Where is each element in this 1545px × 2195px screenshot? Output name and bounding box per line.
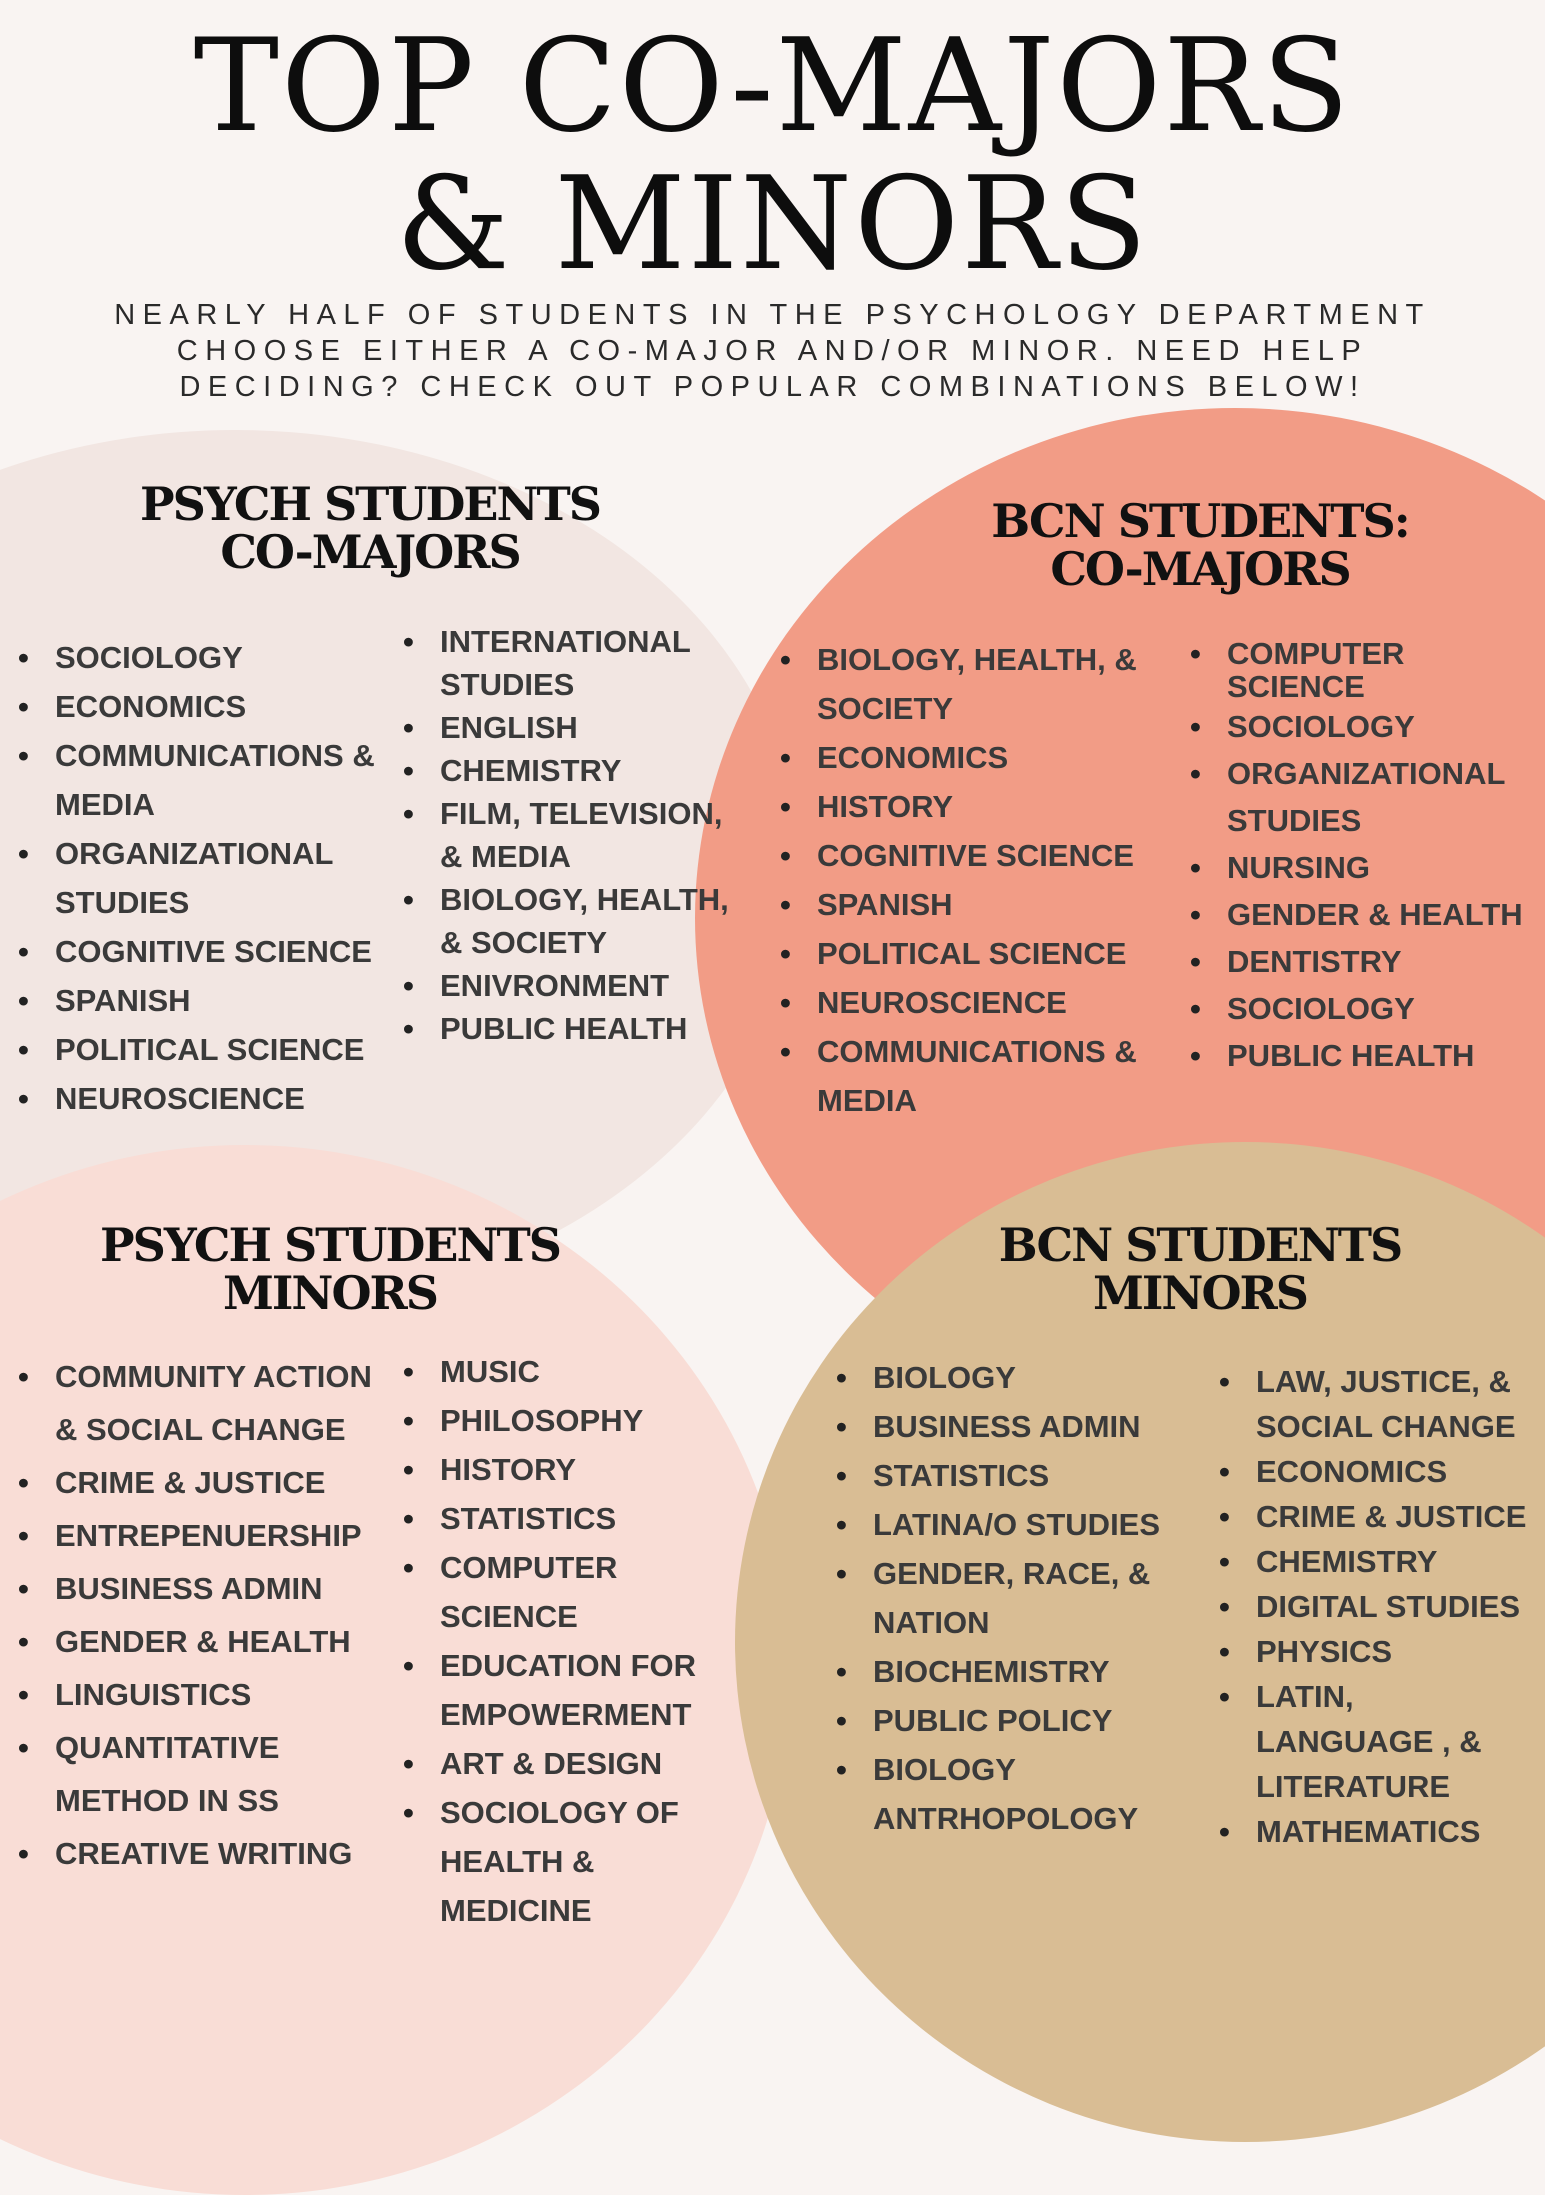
- list-item: • BIOLOGY: [836, 1353, 1176, 1402]
- list-item: • SPANISH: [18, 976, 398, 1025]
- list-item: • COMPUTER SCIENCE: [403, 1543, 733, 1641]
- list-item: • FILM, TELEVISION, & MEDIA: [403, 792, 743, 878]
- list-item: • CRIME & JUSTICE: [18, 1456, 378, 1509]
- list-item: • CHEMISTRY: [1219, 1539, 1539, 1584]
- bcn-comajors-list-1: [780, 635, 1175, 1125]
- list-item: • SOCIOLOGY: [1190, 703, 1530, 750]
- list-item: • BIOLOGY ANTRHOPOLOGY: [836, 1745, 1176, 1843]
- list-item: • HISTORY: [780, 782, 1175, 831]
- list-item: • SOCIOLOGY: [1190, 985, 1530, 1032]
- list-item: • GENDER & HEALTH: [1190, 891, 1530, 938]
- list-item: • NEUROSCIENCE: [780, 978, 1175, 1027]
- list-item: • HISTORY: [403, 1445, 733, 1494]
- list-item: • LATINA/O STUDIES: [836, 1500, 1176, 1549]
- list-item: • DENTISTRY: [1190, 938, 1530, 985]
- list-item: • SOCIOLOGY: [18, 633, 398, 682]
- list-item: • CRIME & JUSTICE: [1219, 1494, 1539, 1539]
- bcn-minors-list-1: [836, 1353, 1176, 1843]
- list-item: • POLITICAL SCIENCE: [780, 929, 1175, 978]
- list-item: • ECONOMICS: [1219, 1449, 1539, 1494]
- list-item: • LINGUISTICS: [18, 1668, 378, 1721]
- list-item: • ENIVRONMENT: [403, 964, 743, 1007]
- list-item: • MUSIC: [403, 1347, 733, 1396]
- list-item: • QUANTITATIVE METHOD IN SS: [18, 1721, 378, 1827]
- psych-minors-list-1: [18, 1350, 378, 1880]
- list-item: • BUSINESS ADMIN: [18, 1562, 378, 1615]
- list-item: • COMMUNITY ACTION & SOCIAL CHANGE: [18, 1350, 378, 1456]
- psych-minors-list-2: [403, 1347, 733, 1935]
- list-item: • GENDER & HEALTH: [18, 1615, 378, 1668]
- subtitle-line1: NEARLY HALF OF STUDENTS IN THE PSYCHOLOGY DEPARTMENT: [114, 299, 1431, 331]
- list-item: • MATHEMATICS: [1219, 1809, 1539, 1854]
- list-item: • COGNITIVE SCIENCE: [18, 927, 398, 976]
- psych-minors-heading: [60, 1218, 600, 1320]
- list-item: • ECONOMICS: [18, 682, 398, 731]
- page-title-line1: TOP CO-MAJORS: [193, 12, 1352, 161]
- heading-line: BCN STUDENTS: [998, 1218, 1402, 1272]
- list-item: • PUBLIC POLICY: [836, 1696, 1176, 1745]
- list-item: • GENDER, RACE, & NATION: [836, 1549, 1176, 1647]
- list-item: • COMPUTER SCIENCE: [1190, 637, 1530, 703]
- list-item: • NEUROSCIENCE: [18, 1074, 398, 1123]
- list-item: • BIOCHEMISTRY: [836, 1647, 1176, 1696]
- bcn-minors-list-2: [1219, 1359, 1539, 1854]
- page-title-line2: & MINORS: [395, 150, 1150, 299]
- psych-comajors-list-2: [403, 620, 743, 1050]
- bcn-comajors-list-2: [1190, 637, 1530, 1079]
- list-item: • BIOLOGY, HEALTH, & SOCIETY: [780, 635, 1175, 733]
- heading-line: CO-MAJORS: [220, 525, 520, 579]
- heading-line: MINORS: [1092, 1266, 1307, 1320]
- heading-line: PSYCH STUDENTS: [100, 1218, 560, 1272]
- bcn-comajors-heading: [930, 494, 1470, 596]
- list-item: • POLITICAL SCIENCE: [18, 1025, 398, 1074]
- psych-comajors-list-1: [18, 633, 398, 1123]
- heading-line: BCN STUDENTS:: [991, 494, 1409, 548]
- list-item: • ORGANIZATIONAL STUDIES: [1190, 750, 1530, 844]
- subtitle-line2: CHOOSE EITHER A CO-MAJOR AND/OR MINOR. NEED HELP: [176, 335, 1369, 367]
- list-item: • CHEMISTRY: [403, 749, 743, 792]
- heading-line: PSYCH STUDENTS: [140, 477, 600, 531]
- bcn-minors-heading: [930, 1218, 1470, 1320]
- list-item: • ART & DESIGN: [403, 1739, 733, 1788]
- list-item: • INTERNATIONAL STUDIES: [403, 620, 743, 706]
- list-item: • COMMUNICATIONS & MEDIA: [18, 731, 398, 829]
- list-item: • NURSING: [1190, 844, 1530, 891]
- list-item: • BIOLOGY, HEALTH, & SOCIETY: [403, 878, 743, 964]
- list-item: • ENGLISH: [403, 706, 743, 749]
- heading-line: MINORS: [222, 1266, 437, 1320]
- list-item: • STATISTICS: [403, 1494, 733, 1543]
- list-item: • COMMUNICATIONS & MEDIA: [780, 1027, 1175, 1125]
- list-item: • BUSINESS ADMIN: [836, 1402, 1176, 1451]
- list-item: • ORGANIZATIONAL STUDIES: [18, 829, 398, 927]
- heading-line: CO-MAJORS: [1050, 542, 1350, 596]
- list-item: • CREATIVE WRITING: [18, 1827, 378, 1880]
- list-item: • EDUCATION FOR EMPOWERMENT: [403, 1641, 733, 1739]
- subtitle-line3: DECIDING? CHECK OUT POPULAR COMBINATIONS BELOW!: [179, 371, 1366, 403]
- list-item: • SPANISH: [780, 880, 1175, 929]
- list-item: • COGNITIVE SCIENCE: [780, 831, 1175, 880]
- list-item: • SOCIOLOGY OF HEALTH & MEDICINE: [403, 1788, 733, 1935]
- list-item: • STATISTICS: [836, 1451, 1176, 1500]
- psych-comajors-heading: [100, 477, 640, 579]
- list-item: • LATIN, LANGUAGE , & LITERATURE: [1219, 1674, 1539, 1809]
- list-item: • DIGITAL STUDIES: [1219, 1584, 1539, 1629]
- list-item: • PHYSICS: [1219, 1629, 1539, 1674]
- list-item: • PHILOSOPHY: [403, 1396, 733, 1445]
- list-item: • PUBLIC HEALTH: [1190, 1032, 1530, 1079]
- list-item: • PUBLIC HEALTH: [403, 1007, 743, 1050]
- list-item: • LAW, JUSTICE, & SOCIAL CHANGE: [1219, 1359, 1539, 1449]
- list-item: • ECONOMICS: [780, 733, 1175, 782]
- list-item: • ENTREPENUERSHIP: [18, 1509, 378, 1562]
